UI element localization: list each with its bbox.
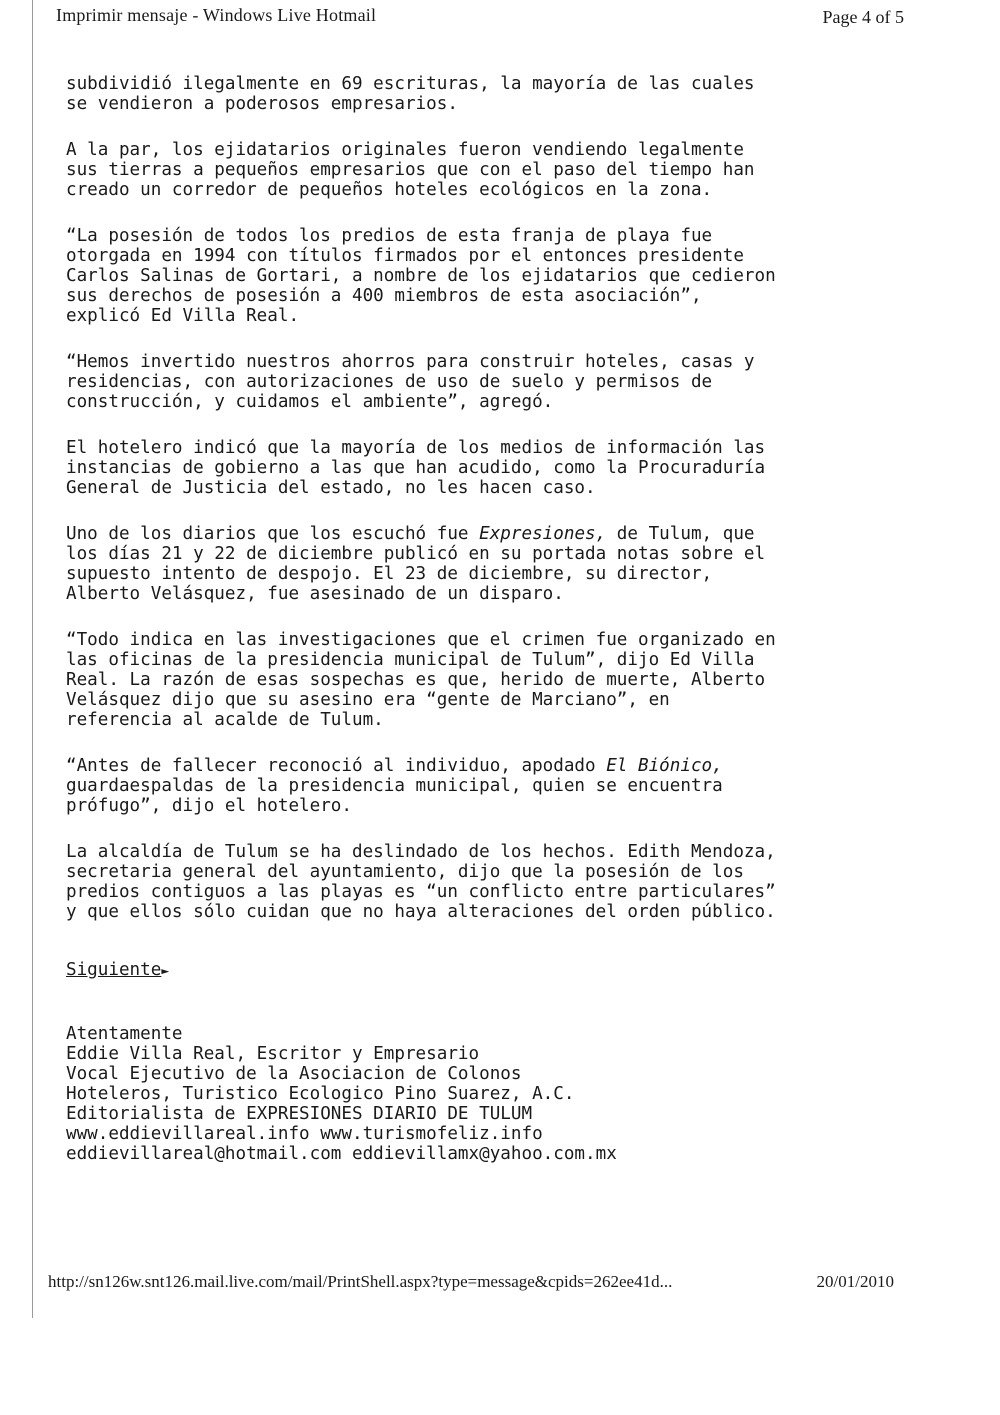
footer-date: 20/01/2010 <box>816 1272 894 1291</box>
paragraph-5: El hotelero indicó que la mayoría de los medios de información las instancias de gobierno a las que han acudido, como la Procuraduría General de Justicia del estado, no les hacen caso. <box>66 438 766 498</box>
paragraph-8-text-a: “Antes de fallecer reconoció al individuo, apodado <box>66 756 607 776</box>
signature-block: Atentamente Eddie Villa Real, Escritor y Empresario Vocal Ejecutivo de la Asociacion de Colonos Hoteleros, Turistico Ecologico Pino Suarez, A.C. Editorialista de EXPRESIONES DIARIO DE TULUM www.eddievillareal.info www.turismofeliz.info eddievillareal@hotmail.com eddievillamx@yahoo.com.mx <box>66 1024 617 1164</box>
paragraph-2: A la par, los ejidatarios originales fueron vendiendo legalmente sus tierras a pequeños empresarios que con el paso del tiempo han creado un corredor de pequeños hoteles ecológicos en la zona. <box>66 140 755 200</box>
paragraph-1: subdividió ilegalmente en 69 escrituras, la mayoría de las cuales se vendieron a poderosos empresarios. <box>66 74 755 114</box>
paragraph-6-text-b: de Tulum, que los días 21 y 22 de diciembre publicó en su portada notas sobre el supuesto intento de despojo. El 23 de diciembre, su director, Alberto Velásquez, fue asesinado de un disparo. <box>66 524 766 604</box>
next-link-label: Siguiente <box>66 960 162 980</box>
nickname: El Biónico, <box>606 756 723 776</box>
paragraph-7: “Todo indica en las investigaciones que el crimen fue organizado en las oficinas de la presidencia municipal de Tulum”, dijo Ed Villa Real. La razón de esas sospechas es que, herido de muerte, Alberto Velásquez dijo que su asesino era “gente de Marciano”, en referencia al acalde de Tulum. <box>66 630 776 730</box>
paragraph-4: “Hemos invertido nuestros ahorros para construir hoteles, casas y residencias, con autorizaciones de uso de suelo y permisos de construcción, y cuidamos el ambiente”, agregó. <box>66 352 755 412</box>
play-arrow-icon: ► <box>161 964 170 979</box>
page-number: Page 4 of 5 <box>822 7 904 27</box>
paragraph-6-text-a: Uno de los diarios que los escuchó fue <box>66 524 480 544</box>
newspaper-name: Expresiones, <box>479 524 607 544</box>
paragraph-8-text-b: guardaespaldas de la presidencia municipal, quien se encuentra prófugo”, dijo el hotelero. <box>66 776 723 816</box>
print-header-title: Imprimir mensaje - Windows Live Hotmail <box>56 5 377 25</box>
message-body <box>66 74 896 1164</box>
paragraph-9: La alcaldía de Tulum se ha deslindado de los hechos. Edith Mendoza, secretaria general del ayuntamiento, dijo que la posesión de los predios contiguos a las playas es “un conflicto entre particulares” y que ellos sólo cuidan que no haya alteraciones del orden público. <box>66 842 776 922</box>
paragraph-3: “La posesión de todos los predios de esta franja de playa fue otorgada en 1994 con títulos firmados por el entonces presidente Carlos Salinas de Gortari, a nombre de los ejidatarios que cedieron sus derechos de posesión a 400 miembros de esta asociación”, explicó Ed Villa Real. <box>66 226 776 326</box>
next-link[interactable] <box>66 960 169 982</box>
page-margin-line <box>32 0 33 1318</box>
paragraph-8 <box>66 756 896 816</box>
paragraph-6 <box>66 524 896 604</box>
footer-url: http://sn126w.snt126.mail.live.com/mail/PrintShell.aspx?type=message&cpids=262ee41d... <box>48 1272 673 1291</box>
